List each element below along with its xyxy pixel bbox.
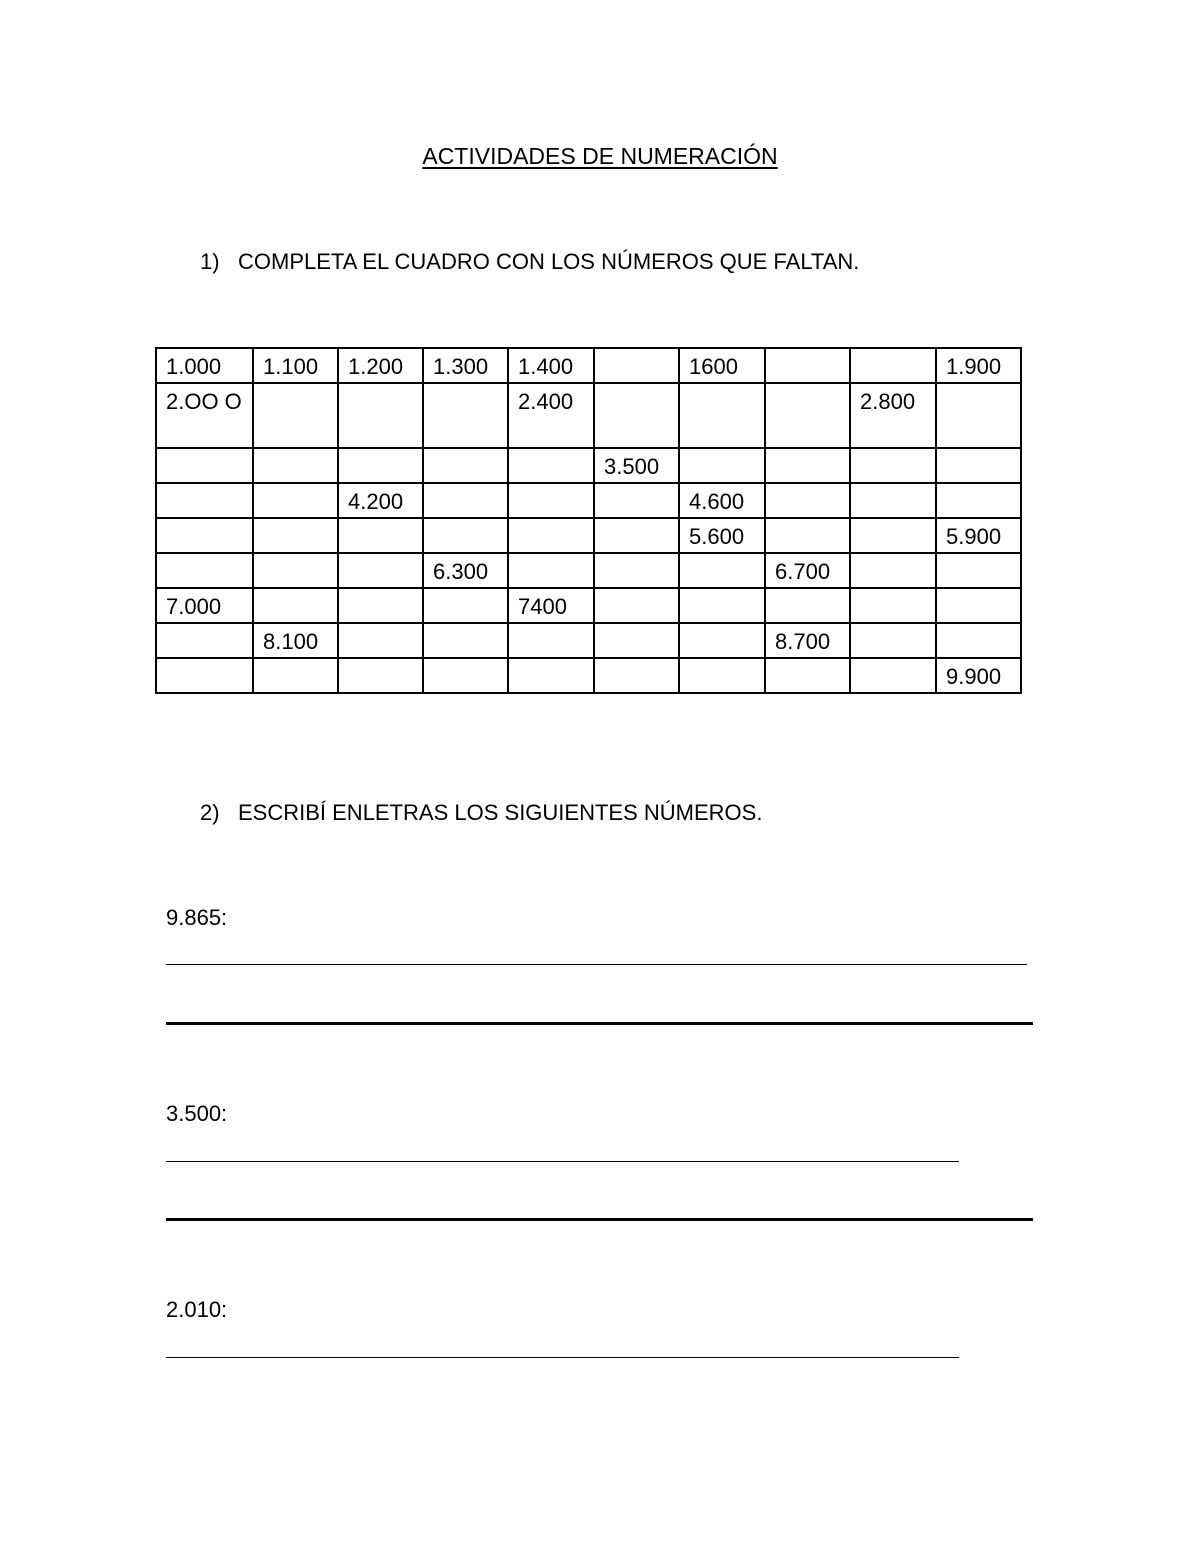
grid-cell[interactable] xyxy=(850,553,936,588)
grid-cell[interactable] xyxy=(679,588,765,623)
grid-cell[interactable] xyxy=(594,553,679,588)
grid-cell[interactable] xyxy=(765,448,850,483)
grid-cell[interactable] xyxy=(338,383,423,448)
grid-cell[interactable] xyxy=(338,588,423,623)
grid-cell[interactable] xyxy=(508,553,594,588)
grid-cell[interactable] xyxy=(253,658,338,693)
grid-cell[interactable] xyxy=(936,483,1021,518)
grid-cell: 6.300 xyxy=(423,553,508,588)
grid-cell[interactable] xyxy=(253,383,338,448)
grid-cell: 4.200 xyxy=(338,483,423,518)
grid-cell[interactable] xyxy=(156,658,253,693)
grid-cell[interactable] xyxy=(936,623,1021,658)
instruction-1 xyxy=(200,249,859,275)
grid-cell[interactable] xyxy=(765,383,850,448)
grid-cell[interactable] xyxy=(508,658,594,693)
grid-cell: 1.900 xyxy=(936,348,1021,383)
grid-cell[interactable] xyxy=(765,348,850,383)
grid-cell: 9.900 xyxy=(936,658,1021,693)
grid-cell[interactable] xyxy=(156,518,253,553)
grid-cell[interactable] xyxy=(936,383,1021,448)
grid-cell[interactable] xyxy=(508,518,594,553)
grid-cell[interactable] xyxy=(423,483,508,518)
grid-cell[interactable] xyxy=(936,553,1021,588)
page-title: ACTIVIDADES DE NUMERACIÓN xyxy=(422,143,778,169)
grid-cell[interactable] xyxy=(850,348,936,383)
grid-cell[interactable] xyxy=(338,518,423,553)
exercise-1-answer-line-2[interactable] xyxy=(166,1022,1033,1025)
instruction-1-text: COMPLETA EL CUADRO CON LOS NÚMEROS QUE FALTAN. xyxy=(238,249,860,274)
grid-cell[interactable] xyxy=(594,383,679,448)
grid-cell: 2.OO O xyxy=(156,383,253,448)
grid-cell[interactable] xyxy=(253,588,338,623)
grid-cell[interactable] xyxy=(679,553,765,588)
exercise-1-answer-line-1[interactable] xyxy=(166,964,1027,965)
grid-cell[interactable] xyxy=(423,518,508,553)
grid-cell[interactable] xyxy=(253,518,338,553)
grid-cell: 6.700 xyxy=(765,553,850,588)
grid-cell: 1.100 xyxy=(253,348,338,383)
grid-cell[interactable] xyxy=(253,483,338,518)
number-grid xyxy=(155,347,1022,694)
grid-cell[interactable] xyxy=(156,623,253,658)
grid-cell[interactable] xyxy=(594,348,679,383)
grid-row xyxy=(156,518,1021,553)
grid-row xyxy=(156,623,1021,658)
grid-cell: 1.200 xyxy=(338,348,423,383)
grid-cell: 5.900 xyxy=(936,518,1021,553)
grid-cell[interactable] xyxy=(508,448,594,483)
grid-cell[interactable] xyxy=(679,383,765,448)
grid-cell: 8.100 xyxy=(253,623,338,658)
grid-cell: 1.400 xyxy=(508,348,594,383)
grid-cell[interactable] xyxy=(850,483,936,518)
grid-cell[interactable] xyxy=(765,588,850,623)
grid-cell[interactable] xyxy=(594,518,679,553)
grid-cell: 2.400 xyxy=(508,383,594,448)
grid-cell[interactable] xyxy=(594,588,679,623)
grid-cell[interactable] xyxy=(338,448,423,483)
grid-cell[interactable] xyxy=(679,658,765,693)
grid-cell[interactable] xyxy=(594,658,679,693)
grid-cell[interactable] xyxy=(679,623,765,658)
grid-cell: 1600 xyxy=(679,348,765,383)
grid-cell[interactable] xyxy=(423,623,508,658)
grid-cell[interactable] xyxy=(338,623,423,658)
exercise-2-answer-line-2[interactable] xyxy=(166,1218,1033,1221)
grid-cell[interactable] xyxy=(508,623,594,658)
grid-cell[interactable] xyxy=(423,383,508,448)
grid-cell[interactable] xyxy=(594,483,679,518)
grid-cell[interactable] xyxy=(508,483,594,518)
grid-row xyxy=(156,658,1021,693)
grid-cell: 2.800 xyxy=(850,383,936,448)
grid-cell[interactable] xyxy=(765,658,850,693)
grid-cell[interactable] xyxy=(338,553,423,588)
grid-cell[interactable] xyxy=(423,588,508,623)
instruction-2 xyxy=(200,800,762,826)
grid-cell[interactable] xyxy=(850,588,936,623)
exercise-3-answer-line-1[interactable] xyxy=(166,1357,959,1358)
grid-row xyxy=(156,448,1021,483)
grid-cell: 7400 xyxy=(508,588,594,623)
exercise-3-label: 2.010: xyxy=(166,1297,228,1322)
grid-cell: 3.500 xyxy=(594,448,679,483)
instruction-2-text: ESCRIBÍ ENLETRAS LOS SIGUIENTES NÚMEROS. xyxy=(238,800,763,825)
grid-cell: 5.600 xyxy=(679,518,765,553)
exercise-2-label: 3.500: xyxy=(166,1101,228,1126)
grid-cell: 1.300 xyxy=(423,348,508,383)
grid-cell[interactable] xyxy=(850,448,936,483)
grid-cell[interactable] xyxy=(156,553,253,588)
grid-cell[interactable] xyxy=(156,483,253,518)
grid-cell[interactable] xyxy=(850,623,936,658)
grid-cell: 4.600 xyxy=(679,483,765,518)
grid-cell[interactable] xyxy=(253,553,338,588)
grid-cell[interactable] xyxy=(423,658,508,693)
exercise-1-label: 9.865: xyxy=(166,905,228,930)
exercise-2-answer-line-1[interactable] xyxy=(166,1161,959,1162)
grid-row xyxy=(156,348,1021,383)
grid-cell[interactable] xyxy=(765,518,850,553)
grid-cell[interactable] xyxy=(850,518,936,553)
grid-cell[interactable] xyxy=(765,483,850,518)
grid-cell: 1.000 xyxy=(156,348,253,383)
grid-cell[interactable] xyxy=(338,658,423,693)
grid-cell[interactable] xyxy=(936,588,1021,623)
grid-cell[interactable] xyxy=(423,448,508,483)
grid-cell[interactable] xyxy=(679,448,765,483)
instruction-1-number: 1) xyxy=(200,249,220,274)
grid-row xyxy=(156,553,1021,588)
grid-cell[interactable] xyxy=(936,448,1021,483)
grid-cell[interactable] xyxy=(253,448,338,483)
instruction-2-number: 2) xyxy=(200,800,220,825)
grid-cell: 8.700 xyxy=(765,623,850,658)
grid-cell: 7.000 xyxy=(156,588,253,623)
grid-row xyxy=(156,483,1021,518)
grid-row xyxy=(156,383,1021,448)
grid-cell[interactable] xyxy=(156,448,253,483)
grid-cell[interactable] xyxy=(850,658,936,693)
grid-cell[interactable] xyxy=(594,623,679,658)
grid-row xyxy=(156,588,1021,623)
